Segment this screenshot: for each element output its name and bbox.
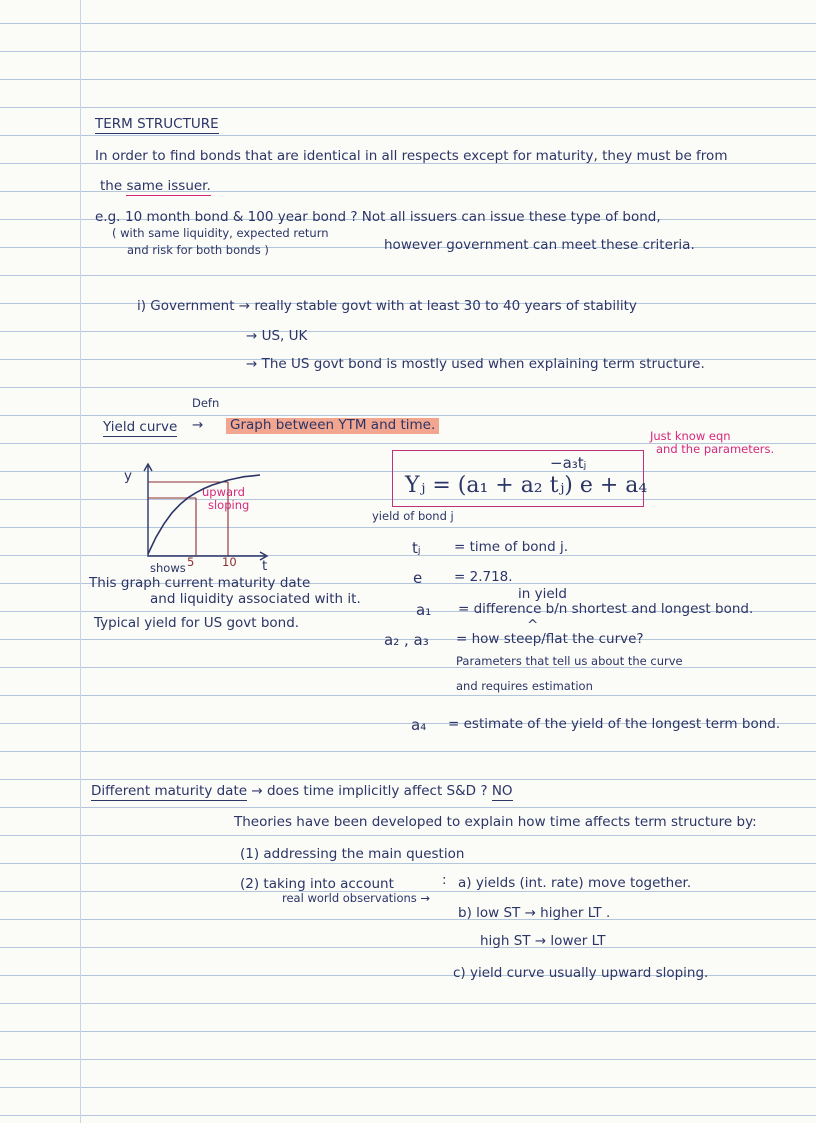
caption-shows: shows [150, 561, 186, 575]
example-government-note: however government can meet these criteria. [384, 237, 695, 253]
graph-y-label: y [124, 468, 132, 484]
margin-line [80, 0, 81, 1123]
same-issuer-phrase: same issuer. [126, 178, 211, 194]
definition-text: Parameters that tell us about the curve [456, 654, 683, 668]
government-item-2: → US, UK [246, 328, 308, 344]
theories-line: Theories have been developed to explain how time affects term structure by: [234, 814, 757, 830]
caption-line-3: Typical yield for US govt bond. [94, 615, 300, 631]
definition-arrow: → [192, 417, 204, 433]
definition-symbol: a₂ , a₃ [384, 631, 429, 649]
yield-curve-sketch [120, 458, 280, 568]
example-line-2: ( with same liquidity, expected return [112, 226, 329, 240]
definition-symbol: a₁ [416, 601, 432, 619]
definition-text: = how steep/flat the curve? [456, 631, 644, 647]
observation-c: c) yield curve usually upward sloping. [453, 965, 709, 981]
intro-line-2-prefix: the [100, 178, 123, 194]
definition-symbol: tⱼ [412, 539, 421, 557]
point-2-line-2: real world observations → [282, 891, 431, 905]
in-yield-note: in yield [518, 586, 567, 602]
caret-mark: ^ [527, 617, 539, 633]
graph-tick-10: 10 [222, 555, 237, 569]
point-2-line-1: (2) taking into account [240, 876, 394, 892]
yield-curve-label: Yield curve [103, 419, 178, 435]
observation-b-1: b) low ST → higher LT . [458, 905, 611, 921]
definition-text: = time of bond j. [454, 539, 568, 555]
government-item-3: → The US govt bond is mostly used when explaining term structure. [246, 356, 705, 372]
caption-line-1: This graph current maturity date [89, 575, 311, 591]
definition-text: = 2.718. [454, 569, 513, 585]
maturity-label: Different maturity date [91, 783, 248, 799]
observations-colon: : [442, 872, 447, 888]
maturity-line [91, 785, 513, 799]
formula-note-line-1: Just know eqn [650, 429, 731, 443]
formula-exponent: −a₃tⱼ [550, 454, 587, 472]
page-title: TERM STRUCTURE [95, 116, 219, 132]
intro-line-2 [100, 180, 211, 194]
graph-annotation-upward: upward [202, 485, 245, 499]
formula-equation: Yⱼ = (a₁ + a₂ tⱼ) e + a₄ [405, 473, 648, 498]
example-label: e.g. [95, 209, 121, 225]
caption-line-2: and liquidity associated with it. [150, 591, 361, 607]
definition-symbol: a₄ [411, 716, 427, 734]
definition-text: = estimate of the yield of the longest term bond. [448, 716, 781, 732]
definition-note: Defn [192, 396, 220, 410]
observation-b-2: high ST → lower LT [480, 933, 606, 949]
yield-curve-definition: Graph between YTM and time. [226, 418, 439, 434]
point-1: (1) addressing the main question [240, 846, 465, 862]
example-line-3: and risk for both bonds ) [127, 243, 269, 257]
government-item-1: i) Government → really stable govt with at least 30 to 40 years of stability [137, 298, 637, 314]
graph-annotation-sloping: sloping [208, 498, 250, 512]
formula-note-line-2: and the parameters. [656, 442, 775, 456]
observation-a: a) yields (int. rate) move together. [458, 875, 692, 891]
maturity-answer: NO [491, 783, 513, 799]
example-line-1: 10 month bond & 100 year bond ? Not all issuers can issue these type of bond, [125, 209, 661, 225]
definition-symbol: e [413, 569, 423, 587]
maturity-question: → does time implicitly affect S&D ? [251, 783, 488, 799]
definition-text: = difference b/n shortest and longest bond. [458, 601, 754, 617]
graph-x-label: t [262, 558, 268, 574]
formula-under-label: yield of bond j [372, 509, 454, 523]
intro-line-1: In order to find bonds that are identical in all respects except for maturity, they must be from [95, 148, 728, 164]
graph-tick-5: 5 [187, 555, 195, 569]
definition-text: and requires estimation [456, 679, 593, 693]
